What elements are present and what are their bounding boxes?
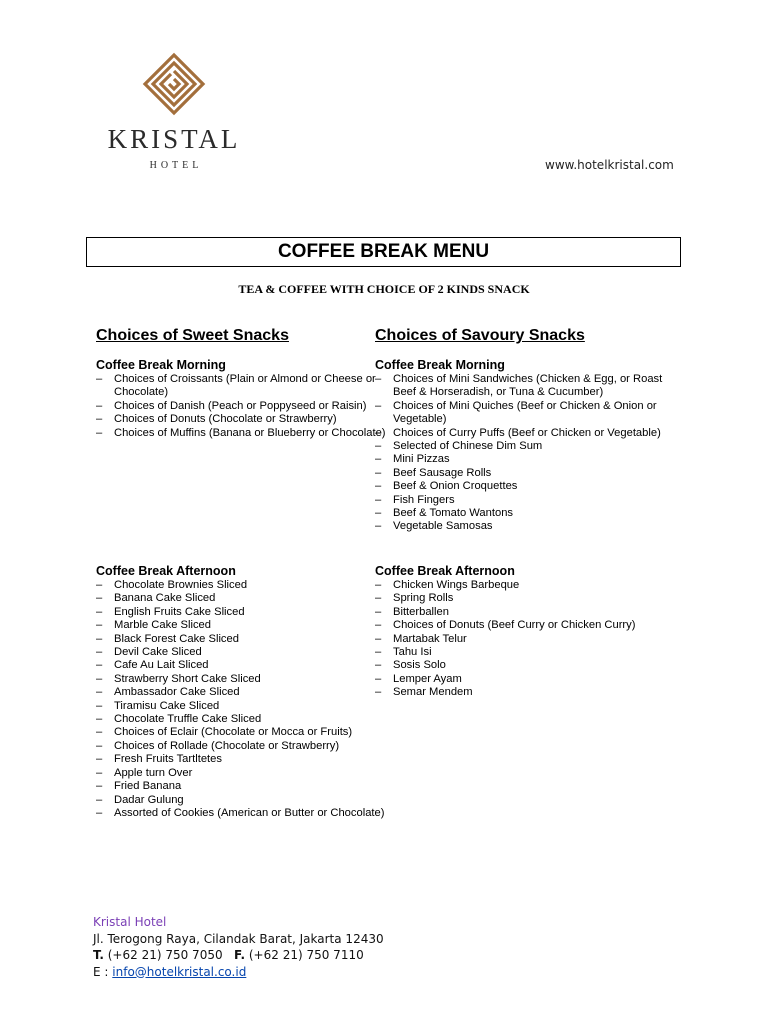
menu-item: – Vegetable Samosas (375, 520, 665, 533)
menu-item: – English Fruits Cake Sliced (96, 606, 386, 619)
fax-number: (+62 21) 750 7110 (248, 948, 364, 962)
footer-email-line (93, 964, 384, 981)
brand-subtitle: HOTEL (149, 160, 203, 171)
menu-item: – Chocolate Truffle Cake Sliced (96, 713, 386, 726)
savoury-morning-section (375, 358, 665, 534)
footer-hotel-name: Kristal Hotel (93, 915, 167, 929)
sweet-morning-title: Coffee Break Morning (96, 358, 226, 372)
website-url[interactable]: www.hotelkristal.com (545, 158, 674, 172)
menu-item: – Cafe Au Lait Sliced (96, 659, 386, 672)
sweet-afternoon-section (96, 564, 386, 820)
savoury-snacks-column (375, 326, 665, 699)
menu-item: – Devil Cake Sliced (96, 646, 386, 659)
menu-item: – Mini Pizzas (375, 453, 665, 466)
hotel-logo (104, 52, 244, 171)
menu-item: – Sosis Solo (375, 659, 665, 672)
menu-item: – Choices of Eclair (Chocolate or Mocca or Fruits) (96, 726, 386, 739)
menu-item: – Fish Fingers (375, 494, 665, 507)
sweet-afternoon-title: Coffee Break Afternoon (96, 564, 236, 578)
sweet-afternoon-list (96, 579, 386, 820)
menu-item: – Choices of Mini Sandwiches (Chicken & Egg, or Roast Beef & Horseradish, or Tuna & Cucumber) (375, 373, 665, 400)
sweet-snacks-column (96, 326, 386, 819)
menu-item: – Beef Sausage Rolls (375, 467, 665, 480)
menu-item: – Chocolate Brownies Sliced (96, 579, 386, 592)
sweet-morning-section (96, 358, 386, 440)
savoury-morning-title: Coffee Break Morning (375, 358, 505, 372)
menu-item: – Tiramisu Cake Sliced (96, 700, 386, 713)
sweet-morning-list (96, 373, 386, 440)
menu-item: – Bitterballen (375, 606, 665, 619)
menu-item: – Tahu Isi (375, 646, 665, 659)
footer-address: Jl. Terogong Raya, Cilandak Barat, Jakarta 12430 (93, 931, 384, 946)
menu-item: – Beef & Tomato Wantons (375, 507, 665, 520)
menu-item: – Dadar Gulung (96, 794, 386, 807)
menu-item: – Choices of Donuts (Chocolate or Strawberry) (96, 413, 386, 426)
menu-item: – Choices of Danish (Peach or Poppyseed or Raisin) (96, 400, 386, 413)
savoury-morning-list (375, 373, 665, 534)
savoury-afternoon-title: Coffee Break Afternoon (375, 564, 515, 578)
menu-item: – Ambassador Cake Sliced (96, 686, 386, 699)
savoury-afternoon-list (375, 579, 665, 700)
menu-item: – Selected of Chinese Dim Sum (375, 440, 665, 453)
menu-item: – Assorted of Cookies (American or Butter or Chocolate) (96, 807, 386, 820)
email-label: E : (93, 964, 109, 979)
menu-item: – Fried Banana (96, 780, 386, 793)
menu-item: – Choices of Curry Puffs (Beef or Chicken or Vegetable) (375, 427, 665, 440)
brand-name: KRISTAL (107, 124, 241, 154)
menu-item: – Black Forest Cake Sliced (96, 633, 386, 646)
phone-number: (+62 21) 750 7050 (107, 948, 223, 962)
savoury-afternoon-section (375, 564, 665, 700)
menu-item: – Fresh Fruits Tartltetes (96, 753, 386, 766)
menu-item: – Martabak Telur (375, 633, 665, 646)
menu-item: – Banana Cake Sliced (96, 592, 386, 605)
kristal-logo-icon (142, 52, 206, 116)
menu-item: – Choices of Rollade (Chocolate or Strawberry) (96, 740, 386, 753)
menu-item: – Choices of Donuts (Beef Curry or Chicken Curry) (375, 619, 665, 632)
menu-item: – Chicken Wings Barbeque (375, 579, 665, 592)
menu-item: – Semar Mendem (375, 686, 665, 699)
menu-item: – Spring Rolls (375, 592, 665, 605)
menu-item: – Marble Cake Sliced (96, 619, 386, 632)
fax-label: F. (234, 948, 246, 962)
menu-item: – Strawberry Short Cake Sliced (96, 673, 386, 686)
phone-label: T. (93, 948, 104, 962)
footer-phone-line (93, 947, 384, 964)
menu-item: – Choices of Croissants (Plain or Almond or Cheese or Chocolate) (96, 373, 386, 400)
savoury-heading: Choices of Savoury Snacks (375, 327, 585, 344)
menu-item: – Choices of Mini Quiches (Beef or Chicken & Onion or Vegetable) (375, 400, 665, 427)
menu-subtitle: TEA & COFFEE WITH CHOICE OF 2 KINDS SNACK (238, 282, 530, 296)
menu-item: – Lemper Ayam (375, 673, 665, 686)
menu-item: – Choices of Muffins (Banana or Blueberry or Chocolate) (96, 427, 386, 440)
contact-footer (93, 914, 384, 980)
menu-title: COFFEE BREAK MENU (86, 237, 681, 267)
sweet-heading: Choices of Sweet Snacks (96, 327, 289, 344)
menu-item: – Apple turn Over (96, 767, 386, 780)
email-link[interactable]: info@hotelkristal.co.id (112, 964, 247, 979)
menu-item: – Beef & Onion Croquettes (375, 480, 665, 493)
